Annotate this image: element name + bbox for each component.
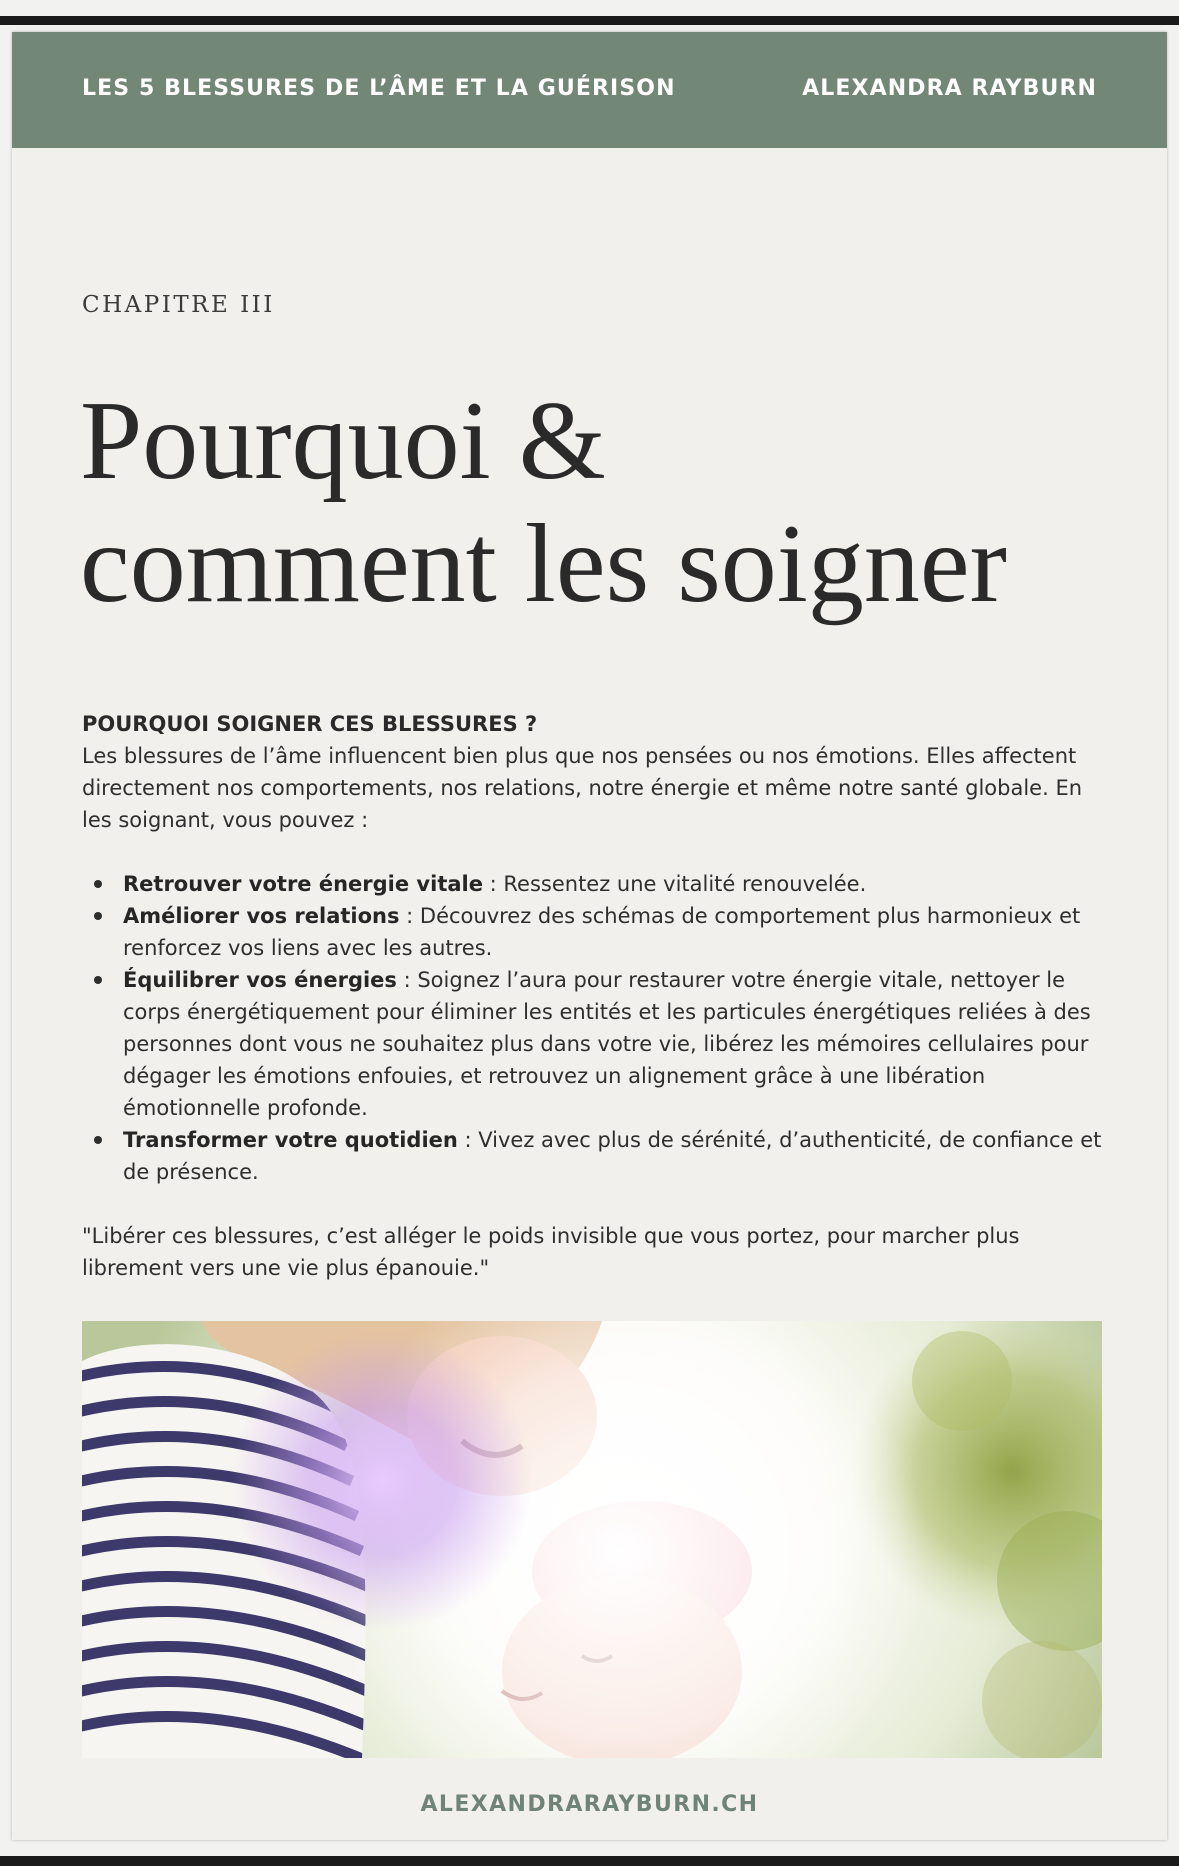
website-url: ALEXANDRARAYBURN.CH xyxy=(420,1792,759,1817)
quote-paragraph: "Libérer ces blessures, c’est alléger le poids invisible que vous portez, pour marcher plus librement vers une vie plus épanouie." xyxy=(82,1224,1020,1280)
bottom-border xyxy=(0,1856,1179,1866)
document-page xyxy=(12,32,1167,1840)
section-heading: POURQUOI SOIGNER CES BLESSURES ? xyxy=(82,712,538,736)
header-band xyxy=(12,32,1167,148)
list-item xyxy=(123,964,1117,1124)
title-line-1: Pourquoi & xyxy=(80,379,606,503)
list-item xyxy=(123,1124,1117,1188)
title-line-2: comment les soigner xyxy=(80,502,1007,626)
list-item xyxy=(123,868,1117,900)
bullet-icon xyxy=(94,976,102,984)
list-item-text: : Vivez avec plus de sérénité, d’authenticité, de confiance et de présence. xyxy=(123,1128,1102,1184)
author-name: ALEXANDRA RAYBURN xyxy=(802,76,1097,101)
list-item xyxy=(123,900,1117,964)
page-title xyxy=(80,380,1100,626)
body-content xyxy=(82,708,1117,1284)
bullet-icon xyxy=(94,880,102,888)
chapter-label: CHAPITRE III xyxy=(82,292,275,318)
photo-illustration xyxy=(82,1321,1102,1758)
intro-paragraph: Les blessures de l’âme influencent bien plus que nos pensées ou nos émotions. Elles affectent directement nos comportements, nos relations, notre énergie et même notre santé globale. En les soignant, vous pouvez : xyxy=(82,744,1083,832)
top-border xyxy=(0,16,1179,25)
list-item-title: Équilibrer vos énergies xyxy=(123,968,397,992)
book-title: LES 5 BLESSURES DE L’ÂME ET LA GUÉRISON xyxy=(82,76,676,101)
list-item-title: Améliorer vos relations xyxy=(123,904,400,928)
list-item-title: Transformer votre quotidien xyxy=(123,1128,458,1152)
list-item-text: : Soignez l’aura pour restaurer votre énergie vitale, nettoyer le corps énergétiquement pour éliminer les entités et les particules énergétiques reliées à des personnes dont vous ne souhaitez plus dans votre vie, libérez les mémoires cellulaires pour dégager les émotions enfouies, et retrouvez un alignement grâce à une libération émotionnelle profonde. xyxy=(123,968,1091,1120)
list-item-text: : Découvrez des schémas de comportement plus harmonieux et renforcez vos liens avec les autres. xyxy=(123,904,1081,960)
list-item-text: : Ressentez une vitalité renouvelée. xyxy=(482,872,867,896)
bullet-icon xyxy=(94,1136,102,1144)
bullet-icon xyxy=(94,912,102,920)
benefits-list xyxy=(82,868,1117,1188)
mother-and-baby-photo xyxy=(82,1321,1102,1758)
list-item-title: Retrouver votre énergie vitale xyxy=(123,872,483,896)
